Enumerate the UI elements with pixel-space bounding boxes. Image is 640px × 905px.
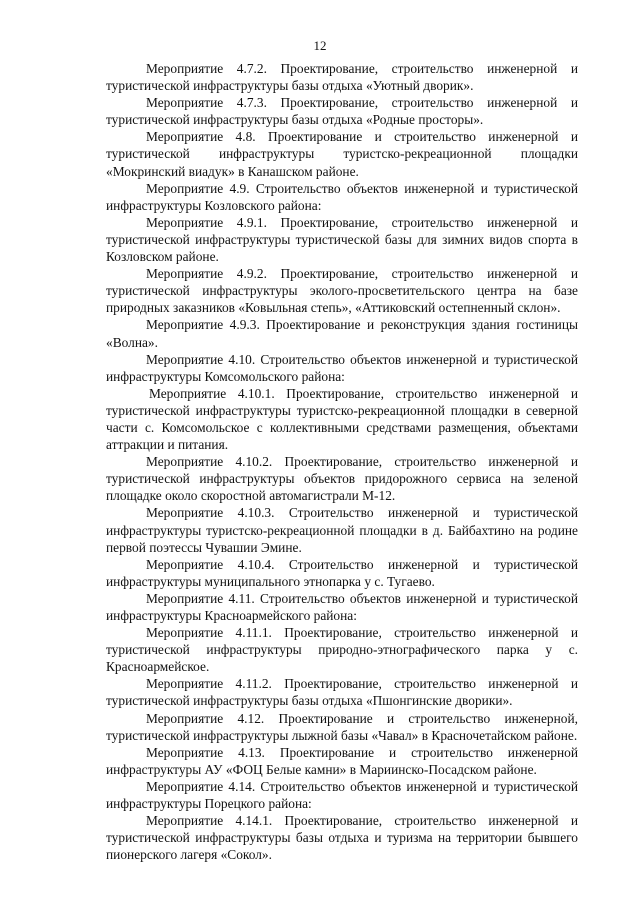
paragraph-4-9: Мероприятие 4.9. Строительство объектов инженерной и туристической инфраструктуры Козловского района: [106, 180, 578, 213]
paragraph-4-12: Мероприятие 4.12. Проектирование и строительство инженерной, туристической инфраструктуры лыжной базы «Чавал» в Красночетайском районе. [106, 710, 578, 743]
paragraph-4-13: Мероприятие 4.13. Проектирование и строительство инженерной инфраструктуры АУ «ФОЦ Белые камни» в Мариинско-Посадском районе. [106, 744, 578, 777]
paragraph-4-11: Мероприятие 4.11. Строительство объектов инженерной и туристической инфраструктуры Красноармейского района: [106, 590, 578, 623]
paragraph-4-9-1: Мероприятие 4.9.1. Проектирование, строительство инженерной и туристической инфраструктуры туристической базы для зимних видов спорта в Козловском районе. [106, 214, 578, 265]
paragraph-4-10-1: Мероприятие 4.10.1. Проектирование, строительство инженерной и туристической инфраструктуры туристско-рекреационной площадки в северной части с. Комсомольское с коллективными средствами размещения, объектами аттракции и питания. [106, 385, 578, 453]
paragraph-4-7-3: Мероприятие 4.7.3. Проектирование, строительство инженерной и туристической инфраструктуры базы отдыха «Родные просторы». [106, 95, 578, 128]
paragraph-4-10-3: Мероприятие 4.10.3. Строительство инженерной и туристической инфраструктуры туристско-рекреационной площадки в д. Байбахтино на родине первой поэтессы Чувашии Эмине. [106, 505, 578, 555]
paragraph-4-7-2: Мероприятие 4.7.2. Проектирование, строительство инженерной и туристической инфраструктуры базы отдыха «Уютный дворик». [106, 61, 578, 94]
document-body [106, 60, 578, 863]
paragraph-4-9-2: Мероприятие 4.9.2. Проектирование, строительство инженерной и туристической инфраструктуры эколого-просветительского центра на базе природных заказников «Ковыльная степь», «Аттиковский остепненный склон». [106, 266, 578, 316]
paragraph-4-10: Мероприятие 4.10. Строительство объектов инженерной и туристической инфраструктуры Комсомольского района: [106, 351, 578, 384]
paragraph-4-11-2: Мероприятие 4.11.2. Проектирование, строительство инженерной и туристической инфраструктуры базы отдыха «Пшонгинские дворики». [106, 676, 578, 709]
paragraph-4-14-1: Мероприятие 4.14.1. Проектирование, строительство инженерной и туристической инфраструктуры базы отдыха и туризма на территории бывшего пионерского лагеря «Сокол». [106, 813, 578, 863]
paragraph-4-14: Мероприятие 4.14. Строительство объектов инженерной и туристической инфраструктуры Порецкого района: [106, 778, 578, 812]
paragraph-4-9-3: Мероприятие 4.9.3. Проектирование и реконструкция здания гостиницы «Волна». [106, 317, 578, 350]
paragraph-4-8: Мероприятие 4.8. Проектирование и строительство инженерной и туристической инфраструктуры туристско-рекреационной площадки «Мокринский виадук» в Канашском районе. [106, 129, 578, 179]
page-number: 12 [313, 38, 327, 53]
paragraph-4-10-4: Мероприятие 4.10.4. Строительство инженерной и туристической инфраструктуры муниципального этнопарка у с. Тугаево. [106, 556, 578, 589]
paragraph-4-11-1: Мероприятие 4.11.1. Проектирование, строительство инженерной и туристической инфраструктуры природно-этнографического парка у с. Красноармейское. [106, 625, 578, 675]
paragraph-4-10-2: Мероприятие 4.10.2. Проектирование, строительство инженерной и туристической инфраструктуры объектов придорожного сервиса на зеленой площадке около скоростной автомагистрали М-12. [106, 454, 578, 504]
